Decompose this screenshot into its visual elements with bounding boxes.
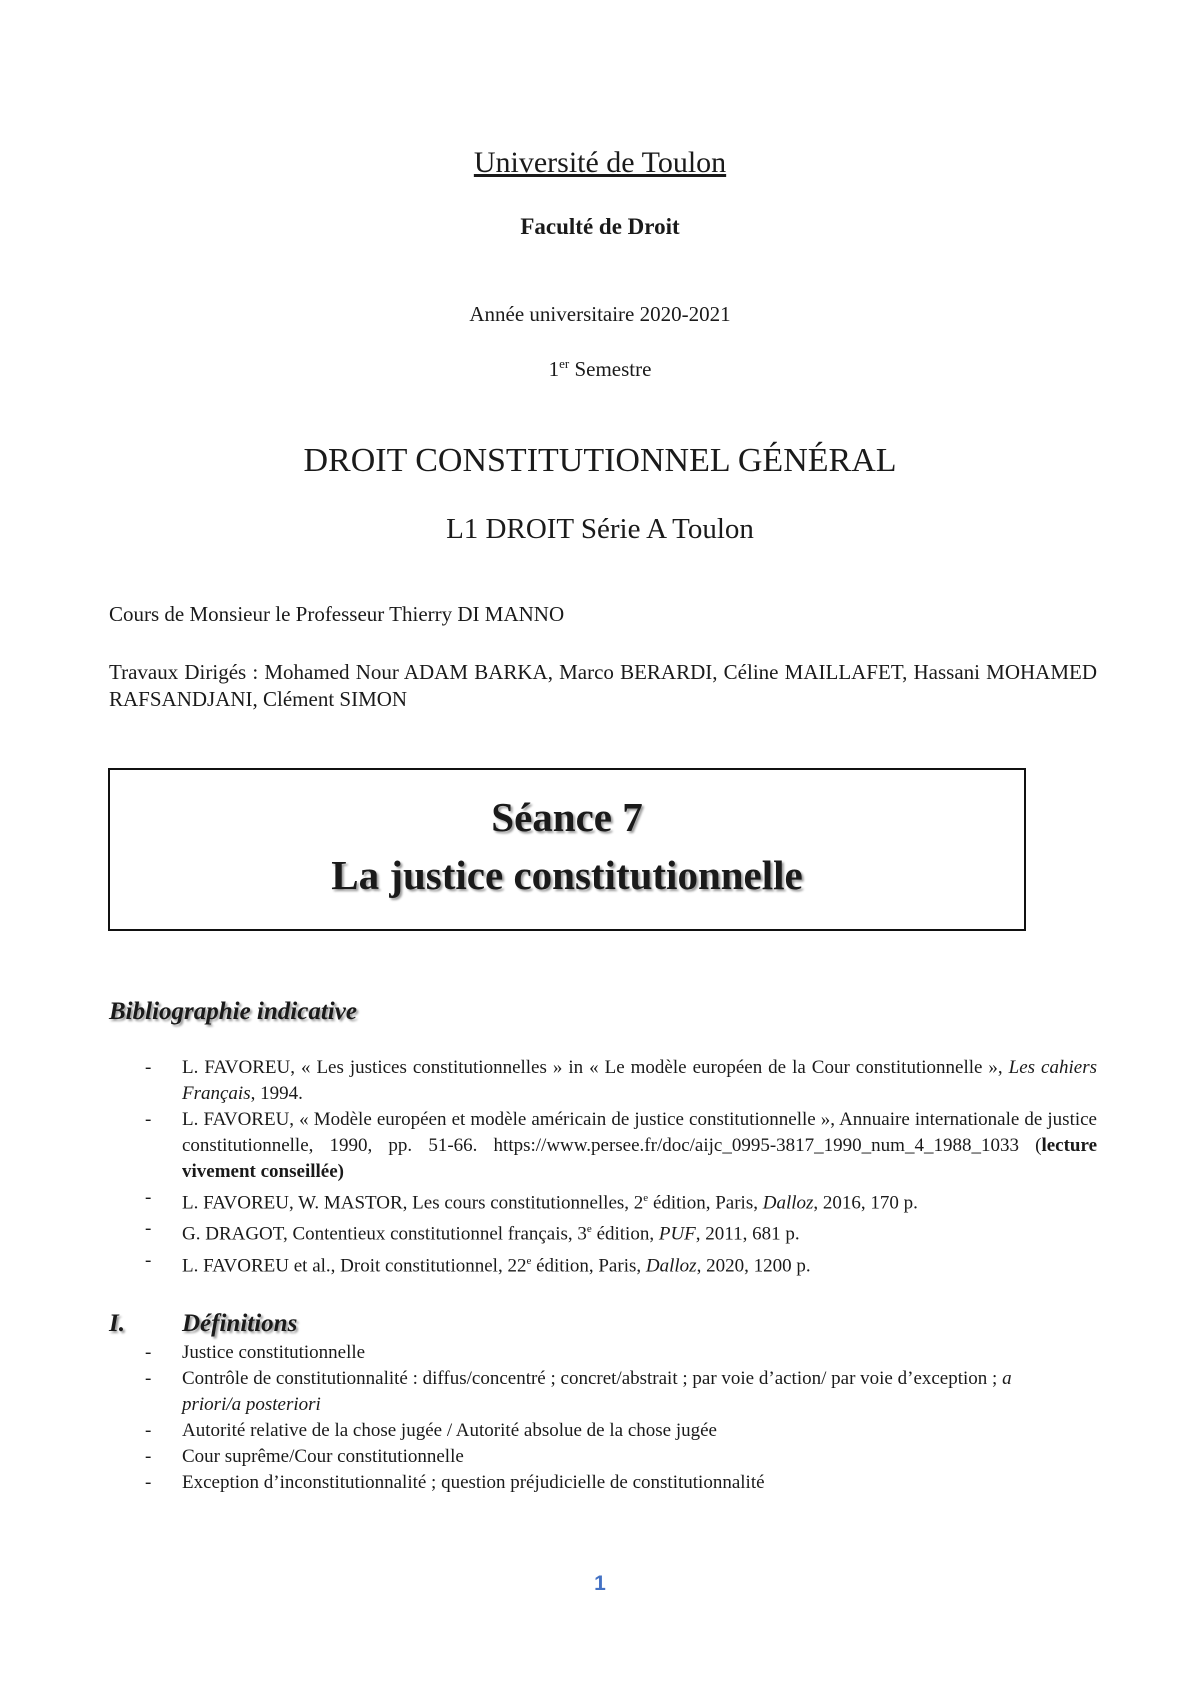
item-italic: PUF — [658, 1223, 696, 1245]
course-instructor: Cours de Monsieur le Professeur Thierry DI MANNO — [109, 602, 565, 626]
faculty-name: Faculté de Droit — [520, 214, 680, 239]
list-item — [109, 1107, 1097, 1185]
item-text-mid: édition, Paris, — [648, 1192, 763, 1214]
seance-box — [108, 768, 1026, 931]
page-number: 1 — [594, 1572, 606, 1595]
semester-number: 1 — [548, 357, 560, 381]
td-instructors: Travaux Dirigés : Mohamed Nour ADAM BARKA, Marco BERARDI, Céline MAILLAFET, Hassani MOHAMED RAFSANDJANI, Clément SIMON — [109, 660, 1097, 711]
item-text: Justice constitutionnelle — [182, 1342, 366, 1363]
academic-year: Année universitaire 2020-2021 — [469, 302, 731, 326]
item-sup: e — [643, 1192, 649, 1204]
list-dash: - — [145, 1368, 152, 1389]
definitions-list — [109, 1340, 1097, 1496]
definitions-heading — [109, 1310, 297, 1338]
course-title: DROIT CONSTITUTIONNEL GÉNÉRAL — [303, 442, 897, 479]
list-dash: - — [145, 1187, 152, 1208]
item-text-end: , 2011, 681 p. — [695, 1223, 800, 1245]
list-dash: - — [145, 1057, 152, 1078]
item-text: Exception d’inconstitutionnalité ; question préjudicielle de constitutionnalité — [182, 1472, 765, 1493]
list-dash: - — [145, 1249, 152, 1271]
item-text: Cour suprême/Cour constitutionnelle — [182, 1446, 464, 1467]
list-item — [109, 1366, 1097, 1418]
item-text: G. DRAGOT, Contentieux constitutionnel français, 3 — [182, 1223, 587, 1245]
item-italic: Dalloz — [645, 1254, 697, 1276]
semester-label: Semestre — [569, 357, 652, 381]
item-italic: a priori/a posteriori — [182, 1368, 1012, 1415]
university-name: Université de Toulon — [473, 146, 727, 179]
seance-title: La justice constitutionnelle — [331, 852, 803, 898]
item-text: L. FAVOREU, W. MASTOR, Les cours constitutionnelles, 2 — [182, 1192, 644, 1214]
item-italic: Les cahiers Français — [182, 1057, 1097, 1104]
list-dash: - — [145, 1109, 152, 1130]
list-dash: - — [145, 1472, 152, 1493]
bibliography-list — [109, 1055, 1097, 1279]
list-item — [109, 1248, 1097, 1279]
item-text: L. FAVOREU, « Les justices constitutionnelles » in « Le modèle européen de la Cour constitutionnelle », — [182, 1057, 1009, 1078]
list-item — [109, 1055, 1097, 1107]
semester-suffix: er — [559, 356, 570, 371]
list-item — [109, 1340, 1097, 1366]
item-text-end: , 2020, 1200 p. — [696, 1254, 811, 1276]
item-text: L. FAVOREU et al., Droit constitutionnel, 22 — [182, 1254, 527, 1276]
section-number: I. — [109, 1310, 125, 1337]
item-italic: Dalloz — [762, 1192, 814, 1214]
list-item — [109, 1185, 1097, 1216]
seance-number: Séance 7 — [491, 794, 643, 840]
bibliography-heading: Bibliographie indicative — [109, 998, 357, 1025]
item-sup: e — [586, 1223, 592, 1236]
item-text: Autorité relative de la chose jugée / Autorité absolue de la chose jugée — [182, 1420, 717, 1441]
item-text: Contrôle de constitutionnalité : diffus/concentré ; concret/abstrait ; par voie d’action/ par voie d’exception ; — [182, 1368, 1003, 1389]
list-dash: - — [145, 1218, 152, 1240]
item-sup: e — [526, 1254, 532, 1267]
item-text-end: , 1994. — [250, 1083, 303, 1104]
item-bold: lecture vivement conseillée) — [182, 1135, 1097, 1182]
item-text: L. FAVOREU, « Modèle européen et modèle américain de justice constitutionnelle », Annuaire internationale de justice constitutionnelle, 1990, pp. 51-66. https://www.persee.fr/doc/aijc_0995-3817_1990_num_4_1988_1033 ( — [182, 1109, 1097, 1156]
list-item — [109, 1444, 1097, 1470]
list-dash: - — [145, 1446, 152, 1467]
list-item — [109, 1470, 1097, 1496]
item-text-mid: édition, — [591, 1223, 659, 1245]
list-dash: - — [145, 1342, 152, 1363]
course-series: L1 DROIT Série A Toulon — [446, 513, 754, 545]
list-dash: - — [145, 1420, 152, 1441]
list-item — [109, 1418, 1097, 1444]
item-text-mid: édition, Paris, — [531, 1254, 646, 1276]
semester — [0, 356, 1200, 382]
item-text-end: , 2016, 170 p. — [813, 1192, 918, 1214]
list-item — [109, 1216, 1097, 1247]
section-title: Définitions — [182, 1310, 298, 1337]
